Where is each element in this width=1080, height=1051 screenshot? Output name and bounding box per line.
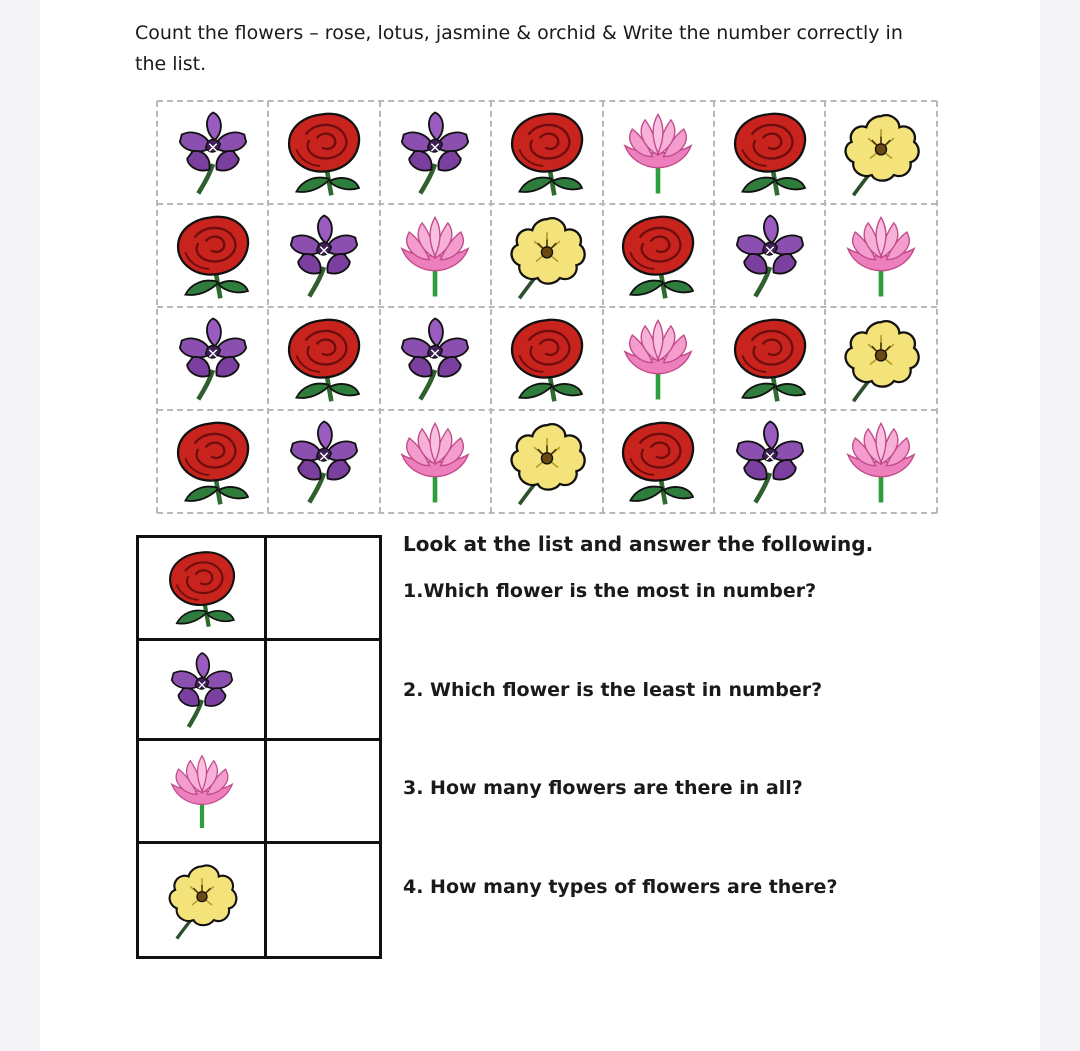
grid-cell-jasmine bbox=[491, 204, 602, 307]
grid-divider bbox=[157, 203, 937, 205]
grid-cell-rose bbox=[268, 307, 379, 410]
grid-cell-rose bbox=[603, 204, 714, 307]
flower-grid bbox=[157, 101, 937, 513]
count-flower-cell bbox=[139, 844, 267, 956]
questions-heading: Look at the list and answer the following. bbox=[403, 532, 874, 556]
grid-cell-orchid bbox=[714, 410, 825, 513]
grid-cell-jasmine bbox=[491, 410, 602, 513]
worksheet-page bbox=[40, 0, 1040, 1051]
orchid-icon bbox=[724, 416, 816, 508]
orchid-icon bbox=[167, 313, 259, 405]
grid-cell-orchid bbox=[157, 101, 268, 204]
grid-cell-rose bbox=[714, 307, 825, 410]
grid-cell-jasmine bbox=[825, 101, 936, 204]
count-flower-cell bbox=[139, 641, 267, 738]
orchid-icon bbox=[278, 416, 370, 508]
jasmine-icon bbox=[501, 416, 593, 508]
grid-divider bbox=[157, 409, 937, 411]
rose-icon bbox=[278, 313, 370, 405]
orchid-icon bbox=[167, 107, 259, 199]
lotus-icon bbox=[160, 749, 244, 833]
question-1: 1.Which flower is the most in number? bbox=[403, 580, 817, 602]
count-flower-cell bbox=[139, 538, 267, 638]
count-row-orchid bbox=[139, 641, 379, 741]
count-answer-box[interactable] bbox=[267, 641, 379, 738]
grid-cell-orchid bbox=[268, 410, 379, 513]
rose-icon bbox=[724, 107, 816, 199]
grid-cell-lotus bbox=[825, 410, 936, 513]
count-flower-cell bbox=[139, 741, 267, 841]
count-answer-box[interactable] bbox=[267, 538, 379, 638]
grid-cell-rose bbox=[268, 101, 379, 204]
count-row-rose bbox=[139, 538, 379, 641]
grid-cell-orchid bbox=[714, 204, 825, 307]
lotus-icon bbox=[835, 416, 927, 508]
lotus-icon bbox=[612, 313, 704, 405]
rose-icon bbox=[167, 416, 259, 508]
orchid-icon bbox=[724, 210, 816, 302]
grid-cell-lotus bbox=[380, 204, 491, 307]
grid-divider bbox=[157, 100, 937, 102]
lotus-icon bbox=[389, 210, 481, 302]
grid-cell-lotus bbox=[380, 410, 491, 513]
count-answer-box[interactable] bbox=[267, 741, 379, 841]
orchid-icon bbox=[160, 648, 244, 732]
grid-cell-lotus bbox=[603, 101, 714, 204]
question-2: 2. Which flower is the least in number? bbox=[403, 679, 823, 701]
rose-icon bbox=[501, 107, 593, 199]
grid-cell-rose bbox=[157, 204, 268, 307]
rose-icon bbox=[612, 416, 704, 508]
orchid-icon bbox=[389, 107, 481, 199]
worksheet-title: Count the flowers – rose, lotus, jasmine & orchid & Write the number correctly in the list. bbox=[135, 22, 903, 75]
rose-icon bbox=[724, 313, 816, 405]
orchid-icon bbox=[389, 313, 481, 405]
grid-cell-orchid bbox=[157, 307, 268, 410]
grid-cell-jasmine bbox=[825, 307, 936, 410]
grid-cell-rose bbox=[491, 307, 602, 410]
question-3: 3. How many flowers are there in all? bbox=[403, 777, 803, 799]
grid-cell-rose bbox=[157, 410, 268, 513]
orchid-icon bbox=[278, 210, 370, 302]
jasmine-icon bbox=[835, 313, 927, 405]
grid-cell-lotus bbox=[603, 307, 714, 410]
jasmine-icon bbox=[501, 210, 593, 302]
rose-icon bbox=[160, 546, 244, 630]
question-4: 4. How many types of flowers are there? bbox=[403, 876, 838, 898]
count-row-jasmine bbox=[139, 844, 379, 956]
lotus-icon bbox=[612, 107, 704, 199]
rose-icon bbox=[278, 107, 370, 199]
grid-cell-rose bbox=[714, 101, 825, 204]
lotus-icon bbox=[835, 210, 927, 302]
rose-icon bbox=[501, 313, 593, 405]
grid-divider bbox=[157, 306, 937, 308]
rose-icon bbox=[612, 210, 704, 302]
jasmine-icon bbox=[835, 107, 927, 199]
lotus-icon bbox=[389, 416, 481, 508]
grid-cell-orchid bbox=[380, 101, 491, 204]
jasmine-icon bbox=[160, 858, 244, 942]
grid-cell-rose bbox=[491, 101, 602, 204]
rose-icon bbox=[167, 210, 259, 302]
count-table bbox=[136, 535, 382, 959]
grid-cell-orchid bbox=[268, 204, 379, 307]
grid-divider bbox=[157, 512, 937, 514]
count-answer-box[interactable] bbox=[267, 844, 379, 956]
count-row-lotus bbox=[139, 741, 379, 844]
grid-cell-orchid bbox=[380, 307, 491, 410]
grid-cell-rose bbox=[603, 410, 714, 513]
grid-cell-lotus bbox=[825, 204, 936, 307]
